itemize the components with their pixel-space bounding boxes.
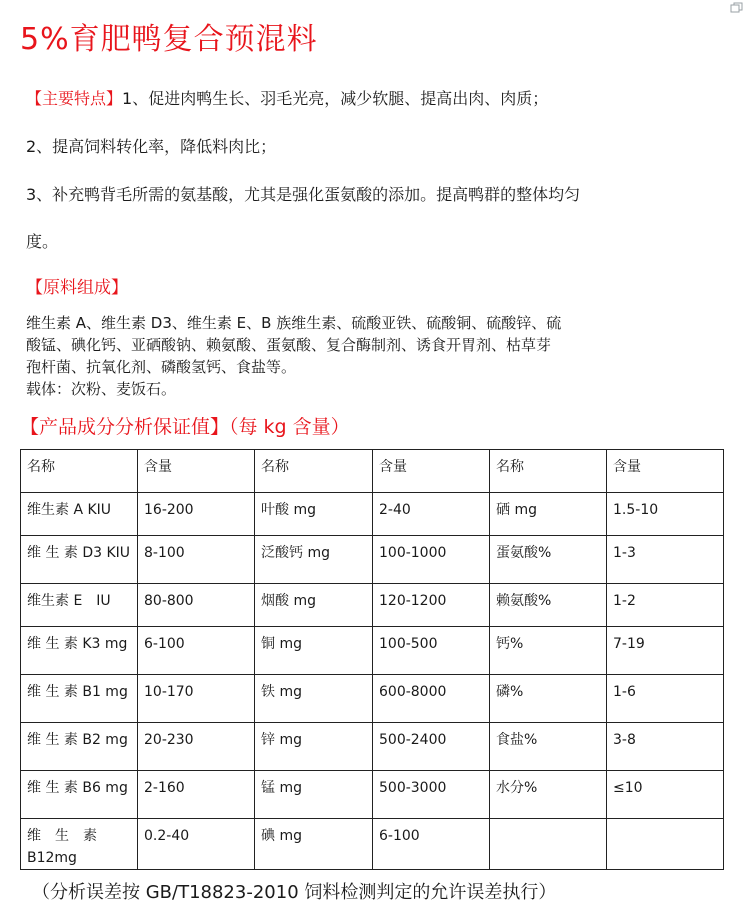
composition-label: 【原料组成】: [26, 278, 128, 298]
feature-item-3-line-1: 3、补充鸭背毛所需的氨基酸，尤其是强化蛋氨酸的添加。提高鸭群的整体均匀: [26, 185, 581, 204]
composition-line-2: 酸锰、碘化钙、亚硒酸钠、赖氨酸、蛋氨酸、复合酶制剂、诱食开胃剂、枯草芽: [26, 336, 552, 354]
header-cell: 名称: [21, 450, 138, 493]
table-cell: 7-19: [607, 627, 724, 675]
analysis-table: [20, 449, 724, 870]
table-cell: 500-3000: [373, 771, 490, 819]
table-cell: 500-2400: [373, 723, 490, 771]
table-cell: 蛋氨酸%: [490, 536, 607, 584]
header-cell: 含量: [138, 450, 255, 493]
table-cell: 锌 mg: [255, 723, 373, 771]
table-row: [21, 819, 724, 870]
composition-text: [26, 312, 666, 400]
table-cell: 120-1200: [373, 584, 490, 627]
table-cell: 6-100: [373, 819, 490, 870]
table-cell: 铜 mg: [255, 627, 373, 675]
table-row: [21, 493, 724, 536]
table-cell: 16-200: [138, 493, 255, 536]
header-cell: 名称: [255, 450, 373, 493]
table-cell: 烟酸 mg: [255, 584, 373, 627]
table-cell: 3-8: [607, 723, 724, 771]
table-cell: 硒 mg: [490, 493, 607, 536]
table-cell: 2-160: [138, 771, 255, 819]
feature-item-1: 1、促进肉鸭生长、羽毛光亮，减少软腿、提高出肉、肉质；: [122, 89, 549, 108]
header-cell: 含量: [373, 450, 490, 493]
features-label: 【主要特点】: [26, 89, 123, 108]
table-cell: 600-8000: [373, 675, 490, 723]
table-cell: 铁 mg: [255, 675, 373, 723]
table-cell: 10-170: [138, 675, 255, 723]
table-cell: 维 生 素 B1 mg: [21, 675, 138, 723]
table-cell: 维 生 素 B6 mg: [21, 771, 138, 819]
table-header-row: [21, 450, 724, 493]
analysis-title: [20, 412, 350, 439]
table-cell: 维 生 素 D3 KIU: [21, 536, 138, 584]
page-title: 5%育肥鸭复合预混料: [20, 22, 318, 57]
table-cell: 0.2-40: [138, 819, 255, 870]
table-cell: 维生素 E IU: [21, 584, 138, 627]
table-cell: 1-6: [607, 675, 724, 723]
table-cell: ≤10: [607, 771, 724, 819]
table-cell: 维 生 素 K3 mg: [21, 627, 138, 675]
table-row: [21, 723, 724, 771]
table-cell: 维生素 A KIU: [21, 493, 138, 536]
table-cell: 100-500: [373, 627, 490, 675]
composition-carrier: 载体：次粉、麦饭石。: [26, 380, 177, 398]
header-cell: 名称: [490, 450, 607, 493]
table-cell: 食盐%: [490, 723, 607, 771]
table-cell: 100-1000: [373, 536, 490, 584]
table-cell: 碘 mg: [255, 819, 373, 870]
header-cell: 含量: [607, 450, 724, 493]
table-cell: 锰 mg: [255, 771, 373, 819]
table-cell: [607, 819, 724, 870]
table-row: [21, 627, 724, 675]
feature-line-1: [26, 86, 548, 109]
table-row: [21, 584, 724, 627]
table-cell: 维 生 素 B12mg: [21, 819, 138, 870]
table-cell: 8-100: [138, 536, 255, 584]
table-row: [21, 771, 724, 819]
table-cell: [490, 819, 607, 870]
table-cell: 水分%: [490, 771, 607, 819]
table-cell: 维 生 素 B2 mg: [21, 723, 138, 771]
table-cell: 80-800: [138, 584, 255, 627]
window-restore-icon: [730, 2, 744, 14]
composition-line-3: 孢杆菌、抗氧化剂、磷酸氢钙、食盐等。: [26, 358, 297, 376]
table-cell: 泛酸钙 mg: [255, 536, 373, 584]
feature-item-3-line-2: 度。: [26, 232, 59, 251]
analysis-unit: （每 kg 含量）: [229, 416, 350, 438]
table-cell: 钙%: [490, 627, 607, 675]
table-cell: 磷%: [490, 675, 607, 723]
table-cell: 20-230: [138, 723, 255, 771]
table-cell: 1-3: [607, 536, 724, 584]
table-row: [21, 536, 724, 584]
table-row: [21, 675, 724, 723]
table-cell: 赖氨酸%: [490, 584, 607, 627]
analysis-footnote: （分析误差按 GB/T18823-2010 饲料检测判定的允许误差执行）: [32, 882, 557, 903]
feature-item-2: 2、提高饲料转化率，降低料肉比；: [26, 137, 277, 156]
composition-line-1: 维生素 A、维生素 D3、维生素 E、B 族维生素、硫酸亚铁、硫酸铜、硫酸锌、硫: [26, 314, 562, 332]
table-cell: 1-2: [607, 584, 724, 627]
table-cell: 叶酸 mg: [255, 493, 373, 536]
table-cell: 6-100: [138, 627, 255, 675]
table-cell: 1.5-10: [607, 493, 724, 536]
table-cell: 2-40: [373, 493, 490, 536]
analysis-label: 【产品成分分析保证值】: [20, 416, 230, 438]
